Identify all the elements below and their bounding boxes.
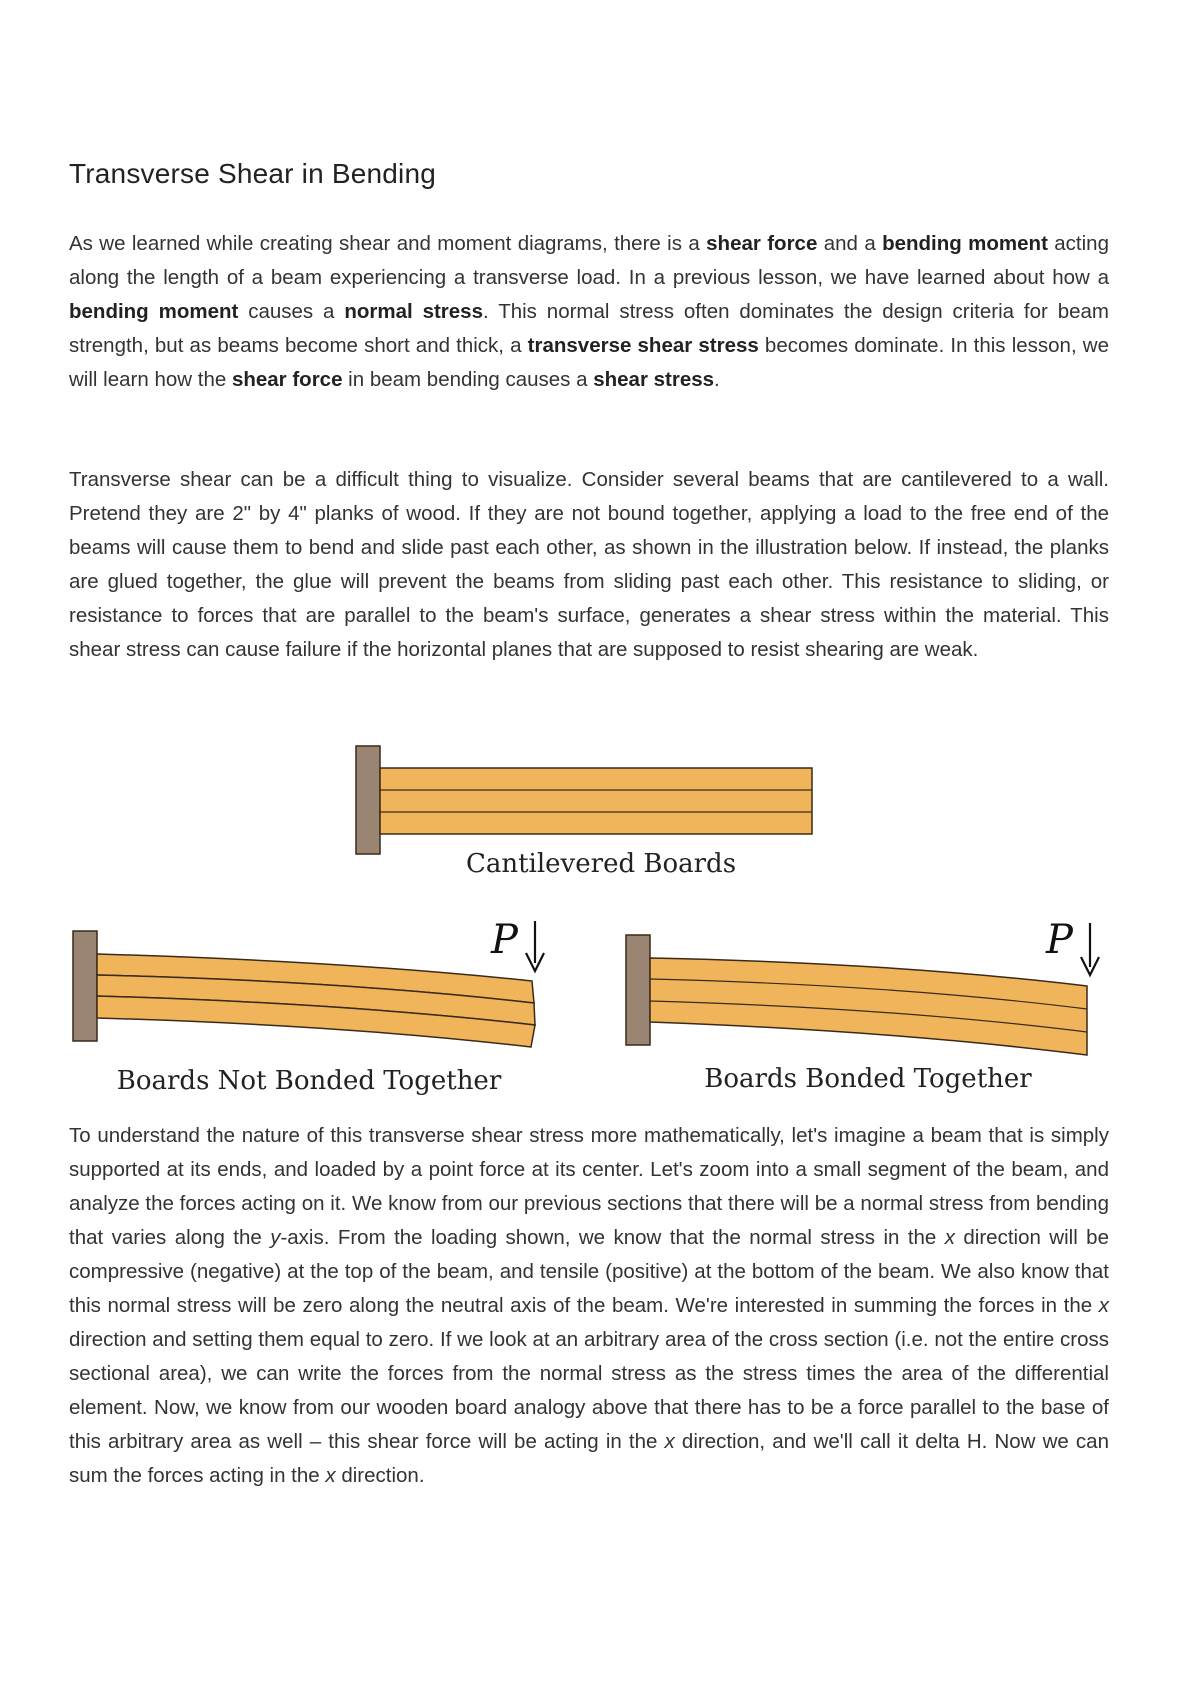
boards-not-bonded-figure [72,915,562,1100]
load-arrow-icon [1081,923,1099,975]
math-paragraph [69,1119,1109,1493]
bold-term: normal stress [344,300,483,323]
bold-term: shear force [231,368,343,391]
text-run: direction, and we'll call it delta H. Now we can sum the forces acting in the [69,1430,1109,1487]
bonded-board-stack [650,958,1087,1055]
text-run: -axis. From the loading shown, we know that the normal stress in the [280,1226,945,1249]
bold-term: shear force [706,232,818,255]
text-run: . [714,368,720,391]
text-run: As we learned while creating shear and moment diagrams, there is a [69,232,707,255]
bold-term: transverse shear stress [527,334,759,357]
cantilevered-boards-figure [355,745,835,885]
text-run: Transverse shear can be a difficult thing to visualize. Consider several beams that are cantilevered to a wall. Pretend they are 2" by 4" planks of wood. If they are not bound together, applying a load to the free end of the beams will cause them to bend and slide past each other, as shown in the illustration below. If instead, the planks are glued together, the glue will prevent the beams from sliding past each other. This resistance to sliding, or resistance to forces that are parallel to the beam's surface, generates a shear stress within the material. This shear stress can cause failure if the horizontal planes that are supposed to resist shearing are weak. [69,468,1109,661]
boards-bonded-figure [625,915,1125,1100]
page-title: Transverse Shear in Bending [69,158,437,189]
text-run: direction will be compressive (negative) at the top of the beam, and tensile (positive) at the bottom of the beam. We also know that this normal stress will be zero along the neutral axis of the beam. We're interested in summing the forces in the [69,1226,1109,1317]
text-run: causes a [238,300,345,323]
bold-term: bending moment [69,300,239,323]
text-run: direction and setting them equal to zero. If we look at an arbitrary area of the cross section (i.e. not the entire cross sectional area), we can write the forces from the normal stress as the stress times the area of the differential element. Now, we know from our wooden board analogy above that there has to be a force parallel to the base of this arbitrary area as well – this shear force will be acting in the [69,1328,1109,1453]
bold-term: shear stress [593,368,715,391]
text-run: direction. [335,1464,425,1487]
bold-term: bending moment [882,232,1048,255]
text-run: acting along the length of a beam experiencing a transverse load. In a previous lesson, we have learned about how a [69,232,1109,289]
intro-paragraph [69,227,1109,397]
load-label-p: P [491,917,518,963]
wall-block [356,746,380,854]
text-run: and a [817,232,883,255]
text-run: . This normal stress often dominates the design criteria for beam strength, but as beams become short and thick, a [69,300,1109,357]
visualization-paragraph [69,463,1109,667]
caption-cantilevered: Cantilevered Boards [465,849,737,879]
wall-block [73,931,97,1041]
italic-variable: x [944,1226,955,1249]
load-arrow-icon [526,921,544,971]
text-run: To understand the nature of this transverse shear stress more mathematically, let's imagine a beam that is simply supported at its ends, and loaded by a point force at its center. Let's zoom into a small segment of the beam, and analyze the forces acting on it. We know from our previous sections that there will be a normal stress from bending that varies along the [69,1124,1109,1249]
board-stack [380,768,812,834]
italic-variable: x [1098,1294,1109,1317]
text-run: becomes dominate. In this lesson, we will learn how the [69,334,1109,391]
italic-variable: x [664,1430,675,1453]
wall-block [626,935,650,1045]
caption-bonded: Boards Bonded Together [704,1064,1032,1094]
caption-not-bonded: Boards Not Bonded Together [116,1066,502,1096]
text-run: in beam bending causes a [342,368,594,391]
italic-variable: x [325,1464,336,1487]
load-label-p: P [1046,917,1073,963]
italic-variable: y [270,1226,281,1249]
